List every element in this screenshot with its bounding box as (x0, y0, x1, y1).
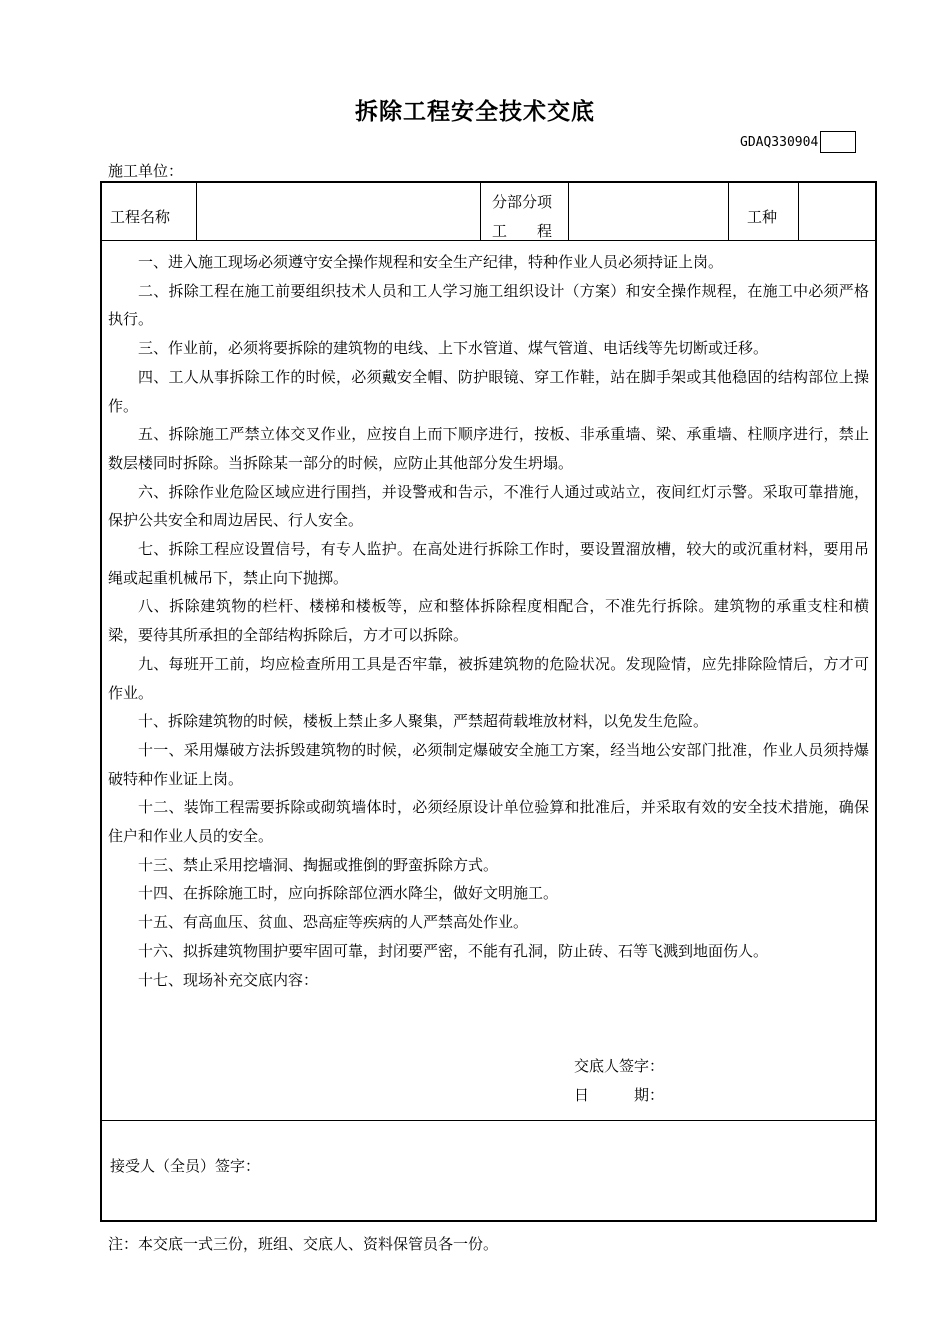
sub-project-label-1: 分部分项 (492, 193, 553, 211)
footnote: 注：本交底一式三份，班组、交底人、资料保管员各一份。 (108, 1235, 499, 1253)
receiver-signature-label: 接受人（全员）签字： (110, 1157, 261, 1175)
trade-label: 工种 (747, 208, 778, 226)
list-item: 七、拆除工程应设置信号，有专人监护。在高处进行拆除工作时，要设置溜放槽，较大的或沉重材料，要用吊绳或起重机械吊下，禁止向下抛掷。 (108, 540, 869, 587)
col-divider (728, 183, 729, 240)
date-label: 日 期： (574, 1086, 665, 1104)
sub-project-label-2: 工 程 (492, 222, 553, 240)
col-divider (568, 183, 569, 240)
sub-project-field[interactable] (570, 185, 726, 238)
list-item: 十五、有高血压、贫血、恐高症等疾病的人严禁高处作业。 (138, 913, 529, 932)
disclosure-content (108, 248, 869, 994)
col-divider (480, 183, 481, 240)
list-item: 十、拆除建筑物的时候，楼板上禁止多人聚集，严禁超荷载堆放材料，以免发生危险。 (138, 712, 709, 731)
list-item: 十二、装饰工程需要拆除或砌筑墙体时，必须经原设计单位验算和批准后，并采取有效的安全技术措施，确保住户和作业人员的安全。 (108, 798, 869, 846)
list-item: 十三、禁止采用挖墙洞、掏掘或推倒的野蛮拆除方式。 (138, 855, 499, 874)
doc-code: GDAQ330904 (740, 134, 819, 150)
list-item: 四、工人从事拆除工作的时候，必须戴安全帽、防护眼镜、穿工作鞋，站在脚手架或其他稳固的结构部位上操作。 (108, 367, 869, 415)
content-divider (102, 1120, 875, 1121)
list-item: 一、进入施工现场必须遵守安全操作规程和安全生产纪律，特种作业人员必须持证上岗。 (138, 253, 724, 271)
discloser-signature-label: 交底人签字： (574, 1057, 665, 1075)
col-divider (196, 183, 197, 240)
doc-code-area (740, 131, 856, 153)
list-item: 六、拆除作业危险区域应进行围挡，并设警戒和告示，不准行人通过或站立，夜间红灯示警。采取可靠措施，保护公共安全和周边居民、行人安全。 (108, 482, 869, 530)
list-item: 八、拆除建筑物的栏杆、楼梯和楼板等，应和整体拆除程度相配合，不准先行拆除。建筑物的承重支柱和横梁，要待其所承担的全部结构拆除后，方才可以拆除。 (108, 597, 869, 645)
list-item: 十一、采用爆破方法拆毁建筑物的时候，必须制定爆破安全施工方案，经当地公安部门批准，作业人员须持爆破特种作业证上岗。 (108, 740, 869, 788)
header-divider (102, 240, 875, 241)
page-title: 拆除工程安全技术交底 (355, 99, 595, 125)
list-item: 二、拆除工程在施工前要组织技术人员和工人学习施工组织设计（方案）和安全操作规程，在施工中必须严格执行。 (108, 281, 869, 329)
disclosure-table (100, 181, 877, 1222)
project-name-field[interactable] (198, 185, 478, 238)
list-item: 九、每班开工前，均应检查所用工具是否牢靠，被拆建筑物的危险状况。发现险情，应先排除险情后，方才可作业。 (108, 654, 869, 702)
construction-unit-label: 施工单位： (108, 162, 184, 180)
list-item: 十六、拟拆建筑物围护要牢固可靠，封闭要严密，不能有孔洞，防止砖、石等飞溅到地面伤人。 (138, 941, 769, 960)
list-item: 十四、在拆除施工时，应向拆除部位洒水降尘，做好文明施工。 (138, 884, 559, 903)
project-name-label: 工程名称 (110, 208, 171, 226)
trade-field[interactable] (800, 185, 874, 238)
col-divider (798, 183, 799, 240)
list-item: 十七、现场补充交底内容： (138, 970, 319, 989)
list-item: 三、作业前，必须将要拆除的建筑物的电线、上下水管道、煤气管道、电话线等先切断或迁移。 (138, 339, 769, 358)
doc-code-box[interactable] (820, 131, 856, 153)
list-item: 五、拆除施工严禁立体交叉作业，应按自上而下顺序进行，按板、非承重墙、梁、承重墙、柱顺序进行，禁止数层楼同时拆除。当拆除某一部分的时候，应防止其他部分发生坍塌。 (108, 425, 869, 472)
